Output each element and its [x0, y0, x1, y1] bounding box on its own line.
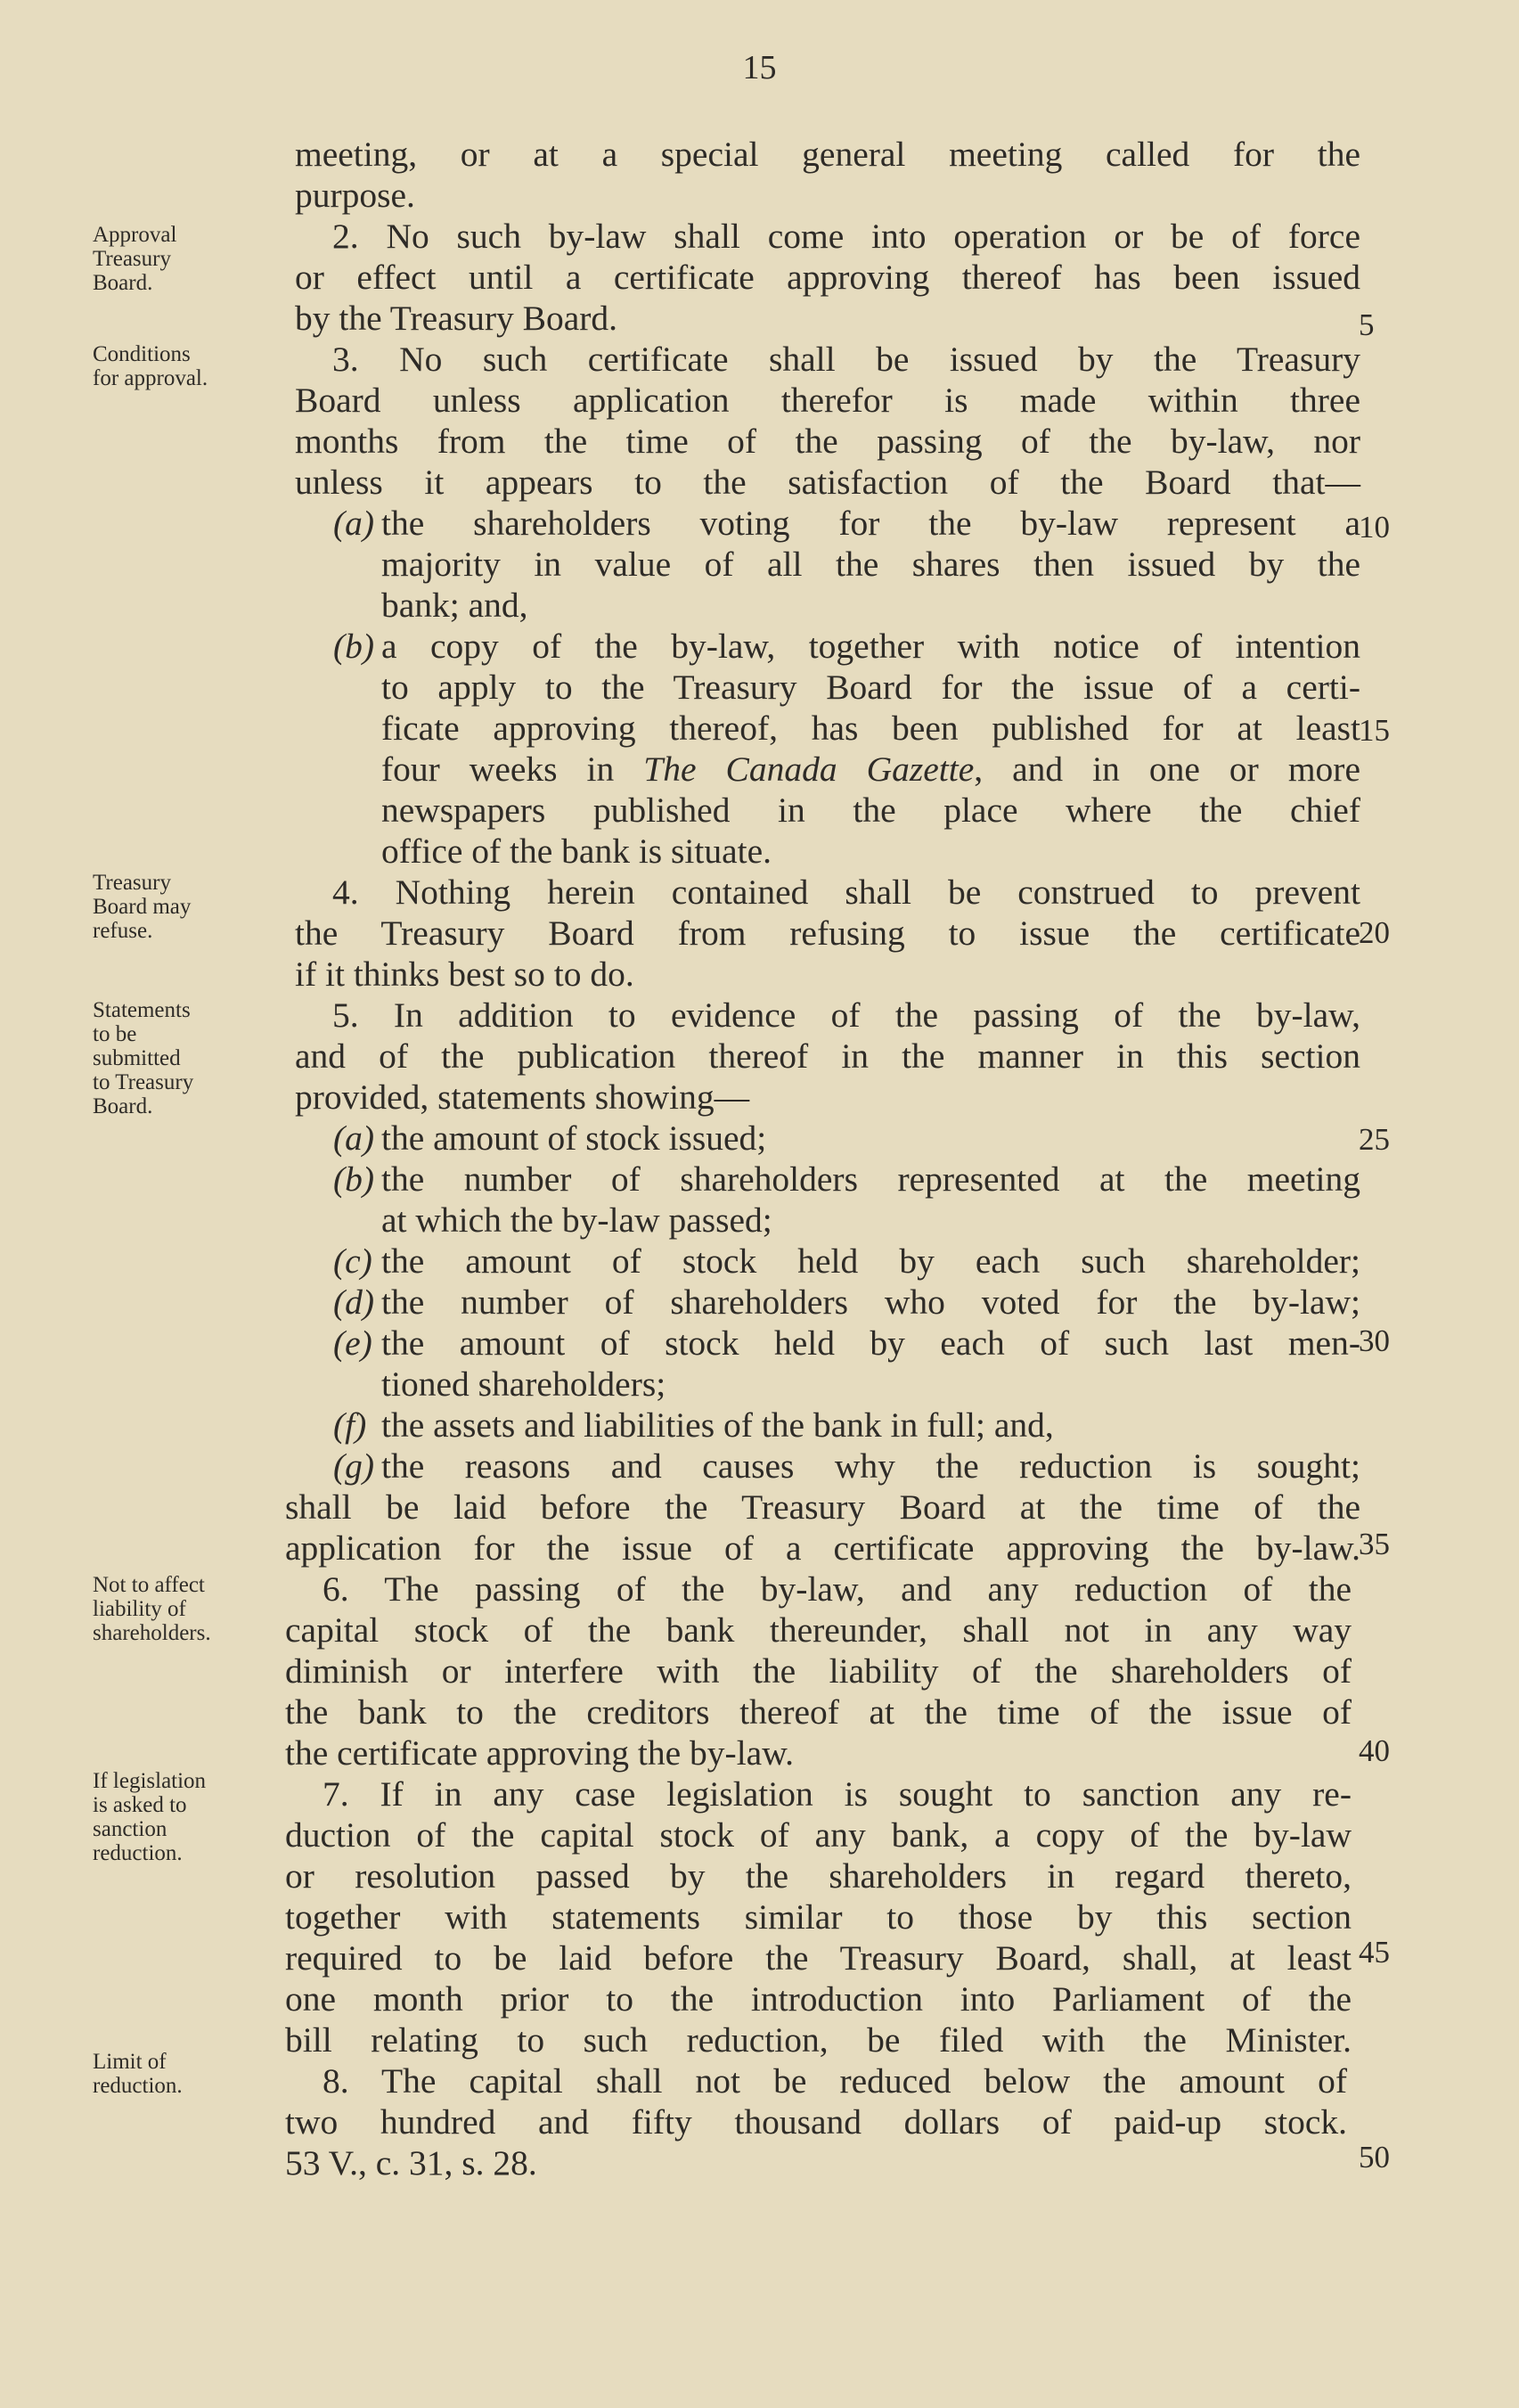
clause-letter: (d) [333, 1282, 375, 1322]
text-line: two hundred and fifty thousand dollars of paid-up stock. [285, 2102, 1347, 2142]
text-line: if it thinks best so to do. [295, 954, 634, 994]
text-line: together with statements similar to those by this section [285, 1897, 1352, 1937]
clause-letter: (e) [333, 1323, 372, 1363]
text-line: shall be laid before the Treasury Board at the time of the [285, 1487, 1360, 1527]
text-line: 3. No such certificate shall be issued by the Treasury [332, 340, 1360, 379]
text-line: the number of shareholders who voted for the by-law; [381, 1282, 1360, 1322]
text-span: , and in one or more [974, 749, 1360, 789]
text-line: ficate approving thereof, has been published for at least [381, 708, 1360, 748]
clause-letter: (b) [333, 1159, 375, 1199]
text-line: 4. Nothing herein contained shall be construed to prevent [332, 872, 1360, 912]
text-line: a copy of the by-law, together with notice of intention [381, 627, 1360, 666]
text-line: meeting, or at a special general meeting called for the [295, 135, 1360, 174]
text-line: provided, statements showing— [295, 1077, 750, 1117]
text-line: by the Treasury Board. [295, 299, 618, 338]
text-line: and of the publication thereof in the manner in this section [295, 1036, 1360, 1076]
text-line: 5. In addition to evidence of the passing of the by-law, [332, 995, 1360, 1035]
text-line: majority in value of all the shares then issued by the [381, 545, 1360, 584]
clause-letter: (a) [333, 504, 375, 543]
clause-label [333, 1405, 381, 1446]
line-number: 15 [1359, 713, 1390, 748]
line-number: 20 [1359, 915, 1390, 950]
line-number: 30 [1359, 1323, 1390, 1358]
text-line: application for the issue of a certificate approving the by-law. [285, 1528, 1360, 1568]
text-line: office of the bank is situate. [381, 831, 772, 871]
text-line: duction of the capital stock of any bank, a copy of the by-law [285, 1815, 1352, 1855]
text-line: newspapers published in the place where the chief [381, 790, 1360, 830]
text-line: 7. If in any case legislation is sought to sanction any re- [323, 1774, 1352, 1814]
text-line: diminish or interfere with the liability of the shareholders of [285, 1651, 1352, 1691]
line-number: 50 [1359, 2140, 1390, 2175]
text-line: or effect until a certificate approving thereof has been issued [295, 258, 1360, 297]
text-line: at which the by-law passed; [381, 1200, 772, 1240]
text-line: tioned shareholders; [381, 1364, 666, 1404]
text-line: or resolution passed by the shareholders in regard thereto, [285, 1856, 1352, 1896]
text-line: Board unless application therefor is made within three [295, 381, 1360, 420]
clause-label [333, 1159, 381, 1200]
text-line: the certificate approving the by-law. [285, 1733, 795, 1773]
clause-label [333, 1323, 381, 1364]
clause-letter: (b) [333, 627, 375, 666]
text-line: the bank to the creditors thereof at the time of the issue of [285, 1692, 1352, 1732]
clause-label [333, 503, 381, 544]
text-line: the Treasury Board from refusing to issue the certificate [295, 913, 1360, 953]
text-line: the assets and liabilities of the bank in full; and, [381, 1405, 1054, 1445]
text-line: to apply to the Treasury Board for the issue of a certi- [381, 668, 1360, 707]
clause-letter: (g) [333, 1446, 375, 1486]
clause-label [333, 1282, 381, 1323]
clause-label [333, 1118, 381, 1159]
text-line: months from the time of the passing of the by-law, nor [295, 422, 1360, 461]
line-number: 25 [1359, 1122, 1390, 1157]
clause-label [333, 626, 381, 667]
text-line: purpose. [295, 176, 415, 215]
text-line: the amount of stock held by each of such last men- [381, 1323, 1360, 1363]
clause-letter: (f) [333, 1405, 367, 1445]
line-number: 10 [1359, 510, 1390, 545]
text-line: one month prior to the introduction into Parliament of the [285, 1979, 1352, 2019]
text-line: the amount of stock issued; [381, 1118, 767, 1158]
text-line: the reasons and causes why the reduction is sought; [381, 1446, 1360, 1486]
clause-label [333, 1241, 381, 1282]
line-number: 45 [1359, 1935, 1390, 1970]
margin-note-board-may-refuse: Treasury Board may refuse. [93, 871, 192, 943]
text-line: the amount of stock held by each such shareholder; [381, 1241, 1360, 1281]
text-line: 6. The passing of the by-law, and any reduction of the [323, 1569, 1352, 1609]
margin-note-approval: Approval Treasury Board. [93, 223, 177, 295]
text-line: 2. No such by-law shall come into operation or be of force [332, 217, 1360, 256]
text-line: the number of shareholders represented at the meeting [381, 1159, 1360, 1199]
margin-note-conditions: Conditions for approval. [93, 342, 208, 390]
text-line: bank; and, [381, 586, 528, 625]
margin-note-legislation: If legislation is asked to sanction reduction. [93, 1769, 207, 1865]
margin-note-liability: Not to affect liability of shareholders. [93, 1573, 211, 1645]
line-number: 5 [1359, 307, 1375, 342]
page-number: 15 [742, 49, 777, 86]
text-line: 8. The capital shall not be reduced below the amount of [323, 2061, 1347, 2101]
margin-note-statements: Statements to be submitted to Treasury Board. [93, 998, 194, 1118]
text-line: 53 V., c. 31, s. 28. [285, 2143, 537, 2183]
line-number: 40 [1359, 1733, 1390, 1768]
margin-note-limit: Limit of reduction. [93, 2050, 183, 2098]
text-line [381, 749, 1360, 790]
clause-letter: (c) [333, 1241, 372, 1281]
text-line: bill relating to such reduction, be filed with the Minister. [285, 2020, 1352, 2060]
gazette-title: The Canada Gazette [643, 749, 975, 789]
clause-label [333, 1446, 381, 1487]
text-line: the shareholders voting for the by-law represent a [381, 504, 1360, 543]
text-line: capital stock of the bank thereunder, shall not in any way [285, 1610, 1352, 1650]
text-line: unless it appears to the satisfaction of the Board that— [295, 463, 1360, 502]
text-span: four weeks in [381, 749, 644, 789]
clause-letter: (a) [333, 1118, 375, 1158]
line-number: 35 [1359, 1527, 1390, 1561]
text-line: required to be laid before the Treasury Board, shall, at least [285, 1938, 1352, 1978]
